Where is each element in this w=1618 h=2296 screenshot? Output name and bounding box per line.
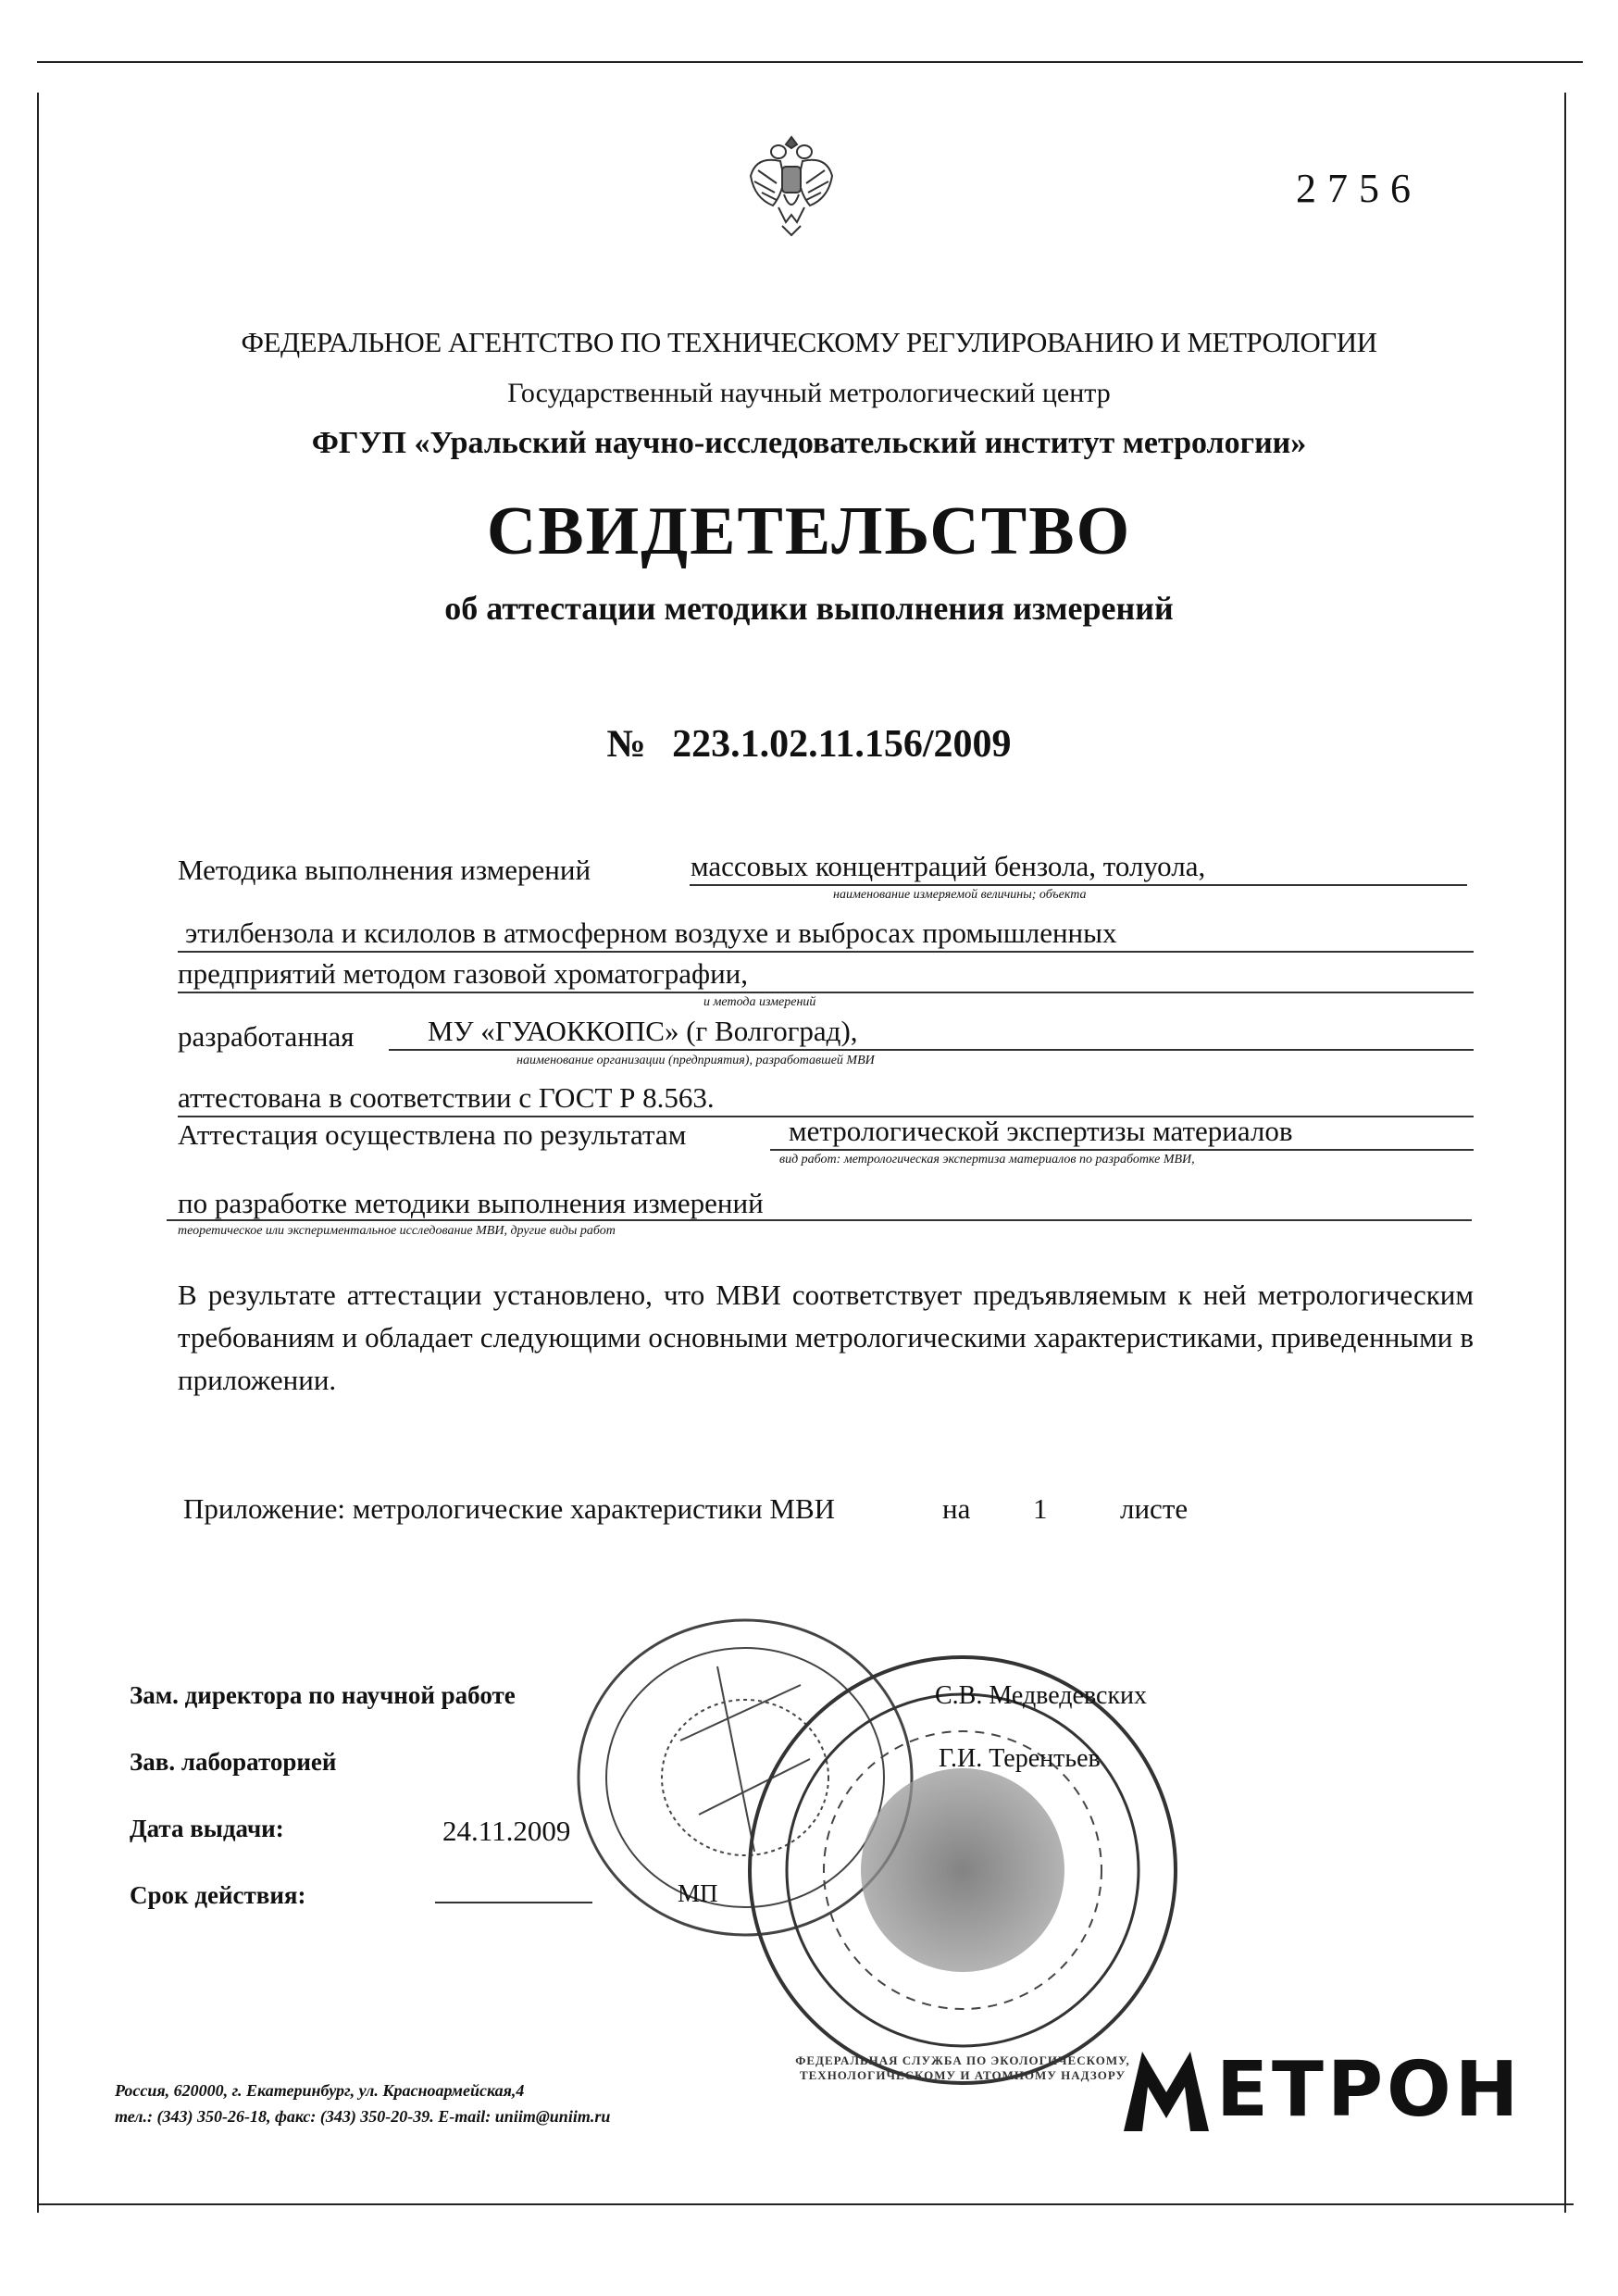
results-underline-2 [167,1219,1472,1221]
method-underline-1 [690,884,1467,886]
appendix-count: 1 [1033,1492,1048,1525]
page-subtitle: об аттестации методики выполнения измерений [444,590,1174,627]
metron-logo-text: ЕТРОН [1216,2046,1523,2134]
metron-logo [1120,2046,1523,2135]
results-underline [770,1149,1474,1151]
method-line-3: предприятий методом газовой хроматографии, [178,957,749,990]
center-name: Государственный научный метрологический центр [507,378,1111,408]
validity-underline [435,1902,592,1903]
coat-of-arms-icon [745,130,838,239]
top-rule [37,61,1583,63]
left-border [37,93,39,2213]
institute-name: ФГУП «Уральский научно-исследовательский институт метрологии» [311,426,1307,460]
results-value: метрологической экспертизы материалов [789,1115,1293,1147]
method-hint-2: и метода измерений [703,995,816,1009]
page-title: СВИДЕТЕЛЬСТВО [486,493,1132,569]
mp-label: МП [678,1879,718,1907]
method-hint: наименование измеряемой величины; объекта [833,888,1087,902]
validity-label: Срок действия: [130,1881,306,1909]
results-line-2: по разработке методики выполнения измерений [178,1187,764,1219]
method-label: Методика выполнения измерений [178,854,591,886]
developed-underline [389,1049,1474,1051]
stamp-text: ФЕДЕРАЛЬНАЯ СЛУЖБА ПО ЭКОЛОГИЧЕСКОМУ, ТЕХНОЛОГИЧЕСКОМУ И АТОМНОМУ НАДЗОРУ [795,2053,1130,2082]
developed-value: МУ «ГУАОККОПС» (г Волгоград), [428,1015,858,1047]
right-border [1564,93,1566,2213]
results-hint-2: теоретическое или экспериментальное исследование МВИ, другие виды работ [178,1224,616,1238]
issue-label: Дата выдачи: [130,1815,284,1842]
lab-label: Зав. лабораторией [130,1748,337,1776]
agency-name: ФЕДЕРАЛЬНОЕ АГЕНТСТВО ПО ТЕХНИЧЕСКОМУ РЕГУЛИРОВАНИЮ И МЕТРОЛОГИИ [241,326,1377,358]
method-line-2: этилбензола и ксилолов в атмосферном воздухе и выбросах промышленных [185,917,1117,949]
results-label: Аттестация осуществлена по результатам [178,1118,687,1151]
certified-line: аттестована в соответствии с ГОСТ Р 8.563. [178,1081,715,1114]
number-sign: № [606,723,646,766]
method-underline-2 [178,951,1474,953]
round-stamp-large [741,1648,1185,2092]
method-underline-3 [178,992,1474,993]
footer-contacts: тел.: (343) 350-26-18, факс: (343) 350-20-39. E-mail: uniim@uniim.ru [115,2107,611,2126]
issue-value: 24.11.2009 [442,1815,571,1847]
certificate-number [0,722,1618,767]
footer-address: Россия, 620000, г. Екатеринбург, ул. Красноармейская,4 [115,2081,525,2100]
document-number-top: 2756 [1296,166,1422,211]
developed-label: разработанная [178,1020,355,1053]
number-value: 223.1.02.11.156/2009 [672,723,1012,766]
method-line-1: массовых концентраций бензола, толуола, [691,850,1206,882]
lab-name: Г.И. Терентьев [939,1744,1101,1773]
appendix-on: на [942,1492,971,1525]
deputy-label: Зам. директора по научной работе [130,1681,516,1709]
appendix-unit: листе [1120,1492,1189,1525]
developed-hint: наименование организации (предприятия), разработавшей МВИ [517,1054,875,1067]
deputy-name: С.В. Медведевских [935,1681,1148,1710]
conclusion-paragraph: В результате аттестации установлено, что МВИ соответствует предъявляемым к ней метрологическим требованиям и обладает следующими основными метрологическими характеристиками, приведенными в приложении. [178,1279,1474,1396]
bottom-rule [37,2203,1574,2205]
metron-m-icon [1120,2046,1213,2135]
results-hint: вид работ: метрологическая экспертиза материалов по разработке МВИ, [779,1153,1195,1167]
appendix-label: Приложение: метрологические характеристики МВИ [183,1492,836,1525]
